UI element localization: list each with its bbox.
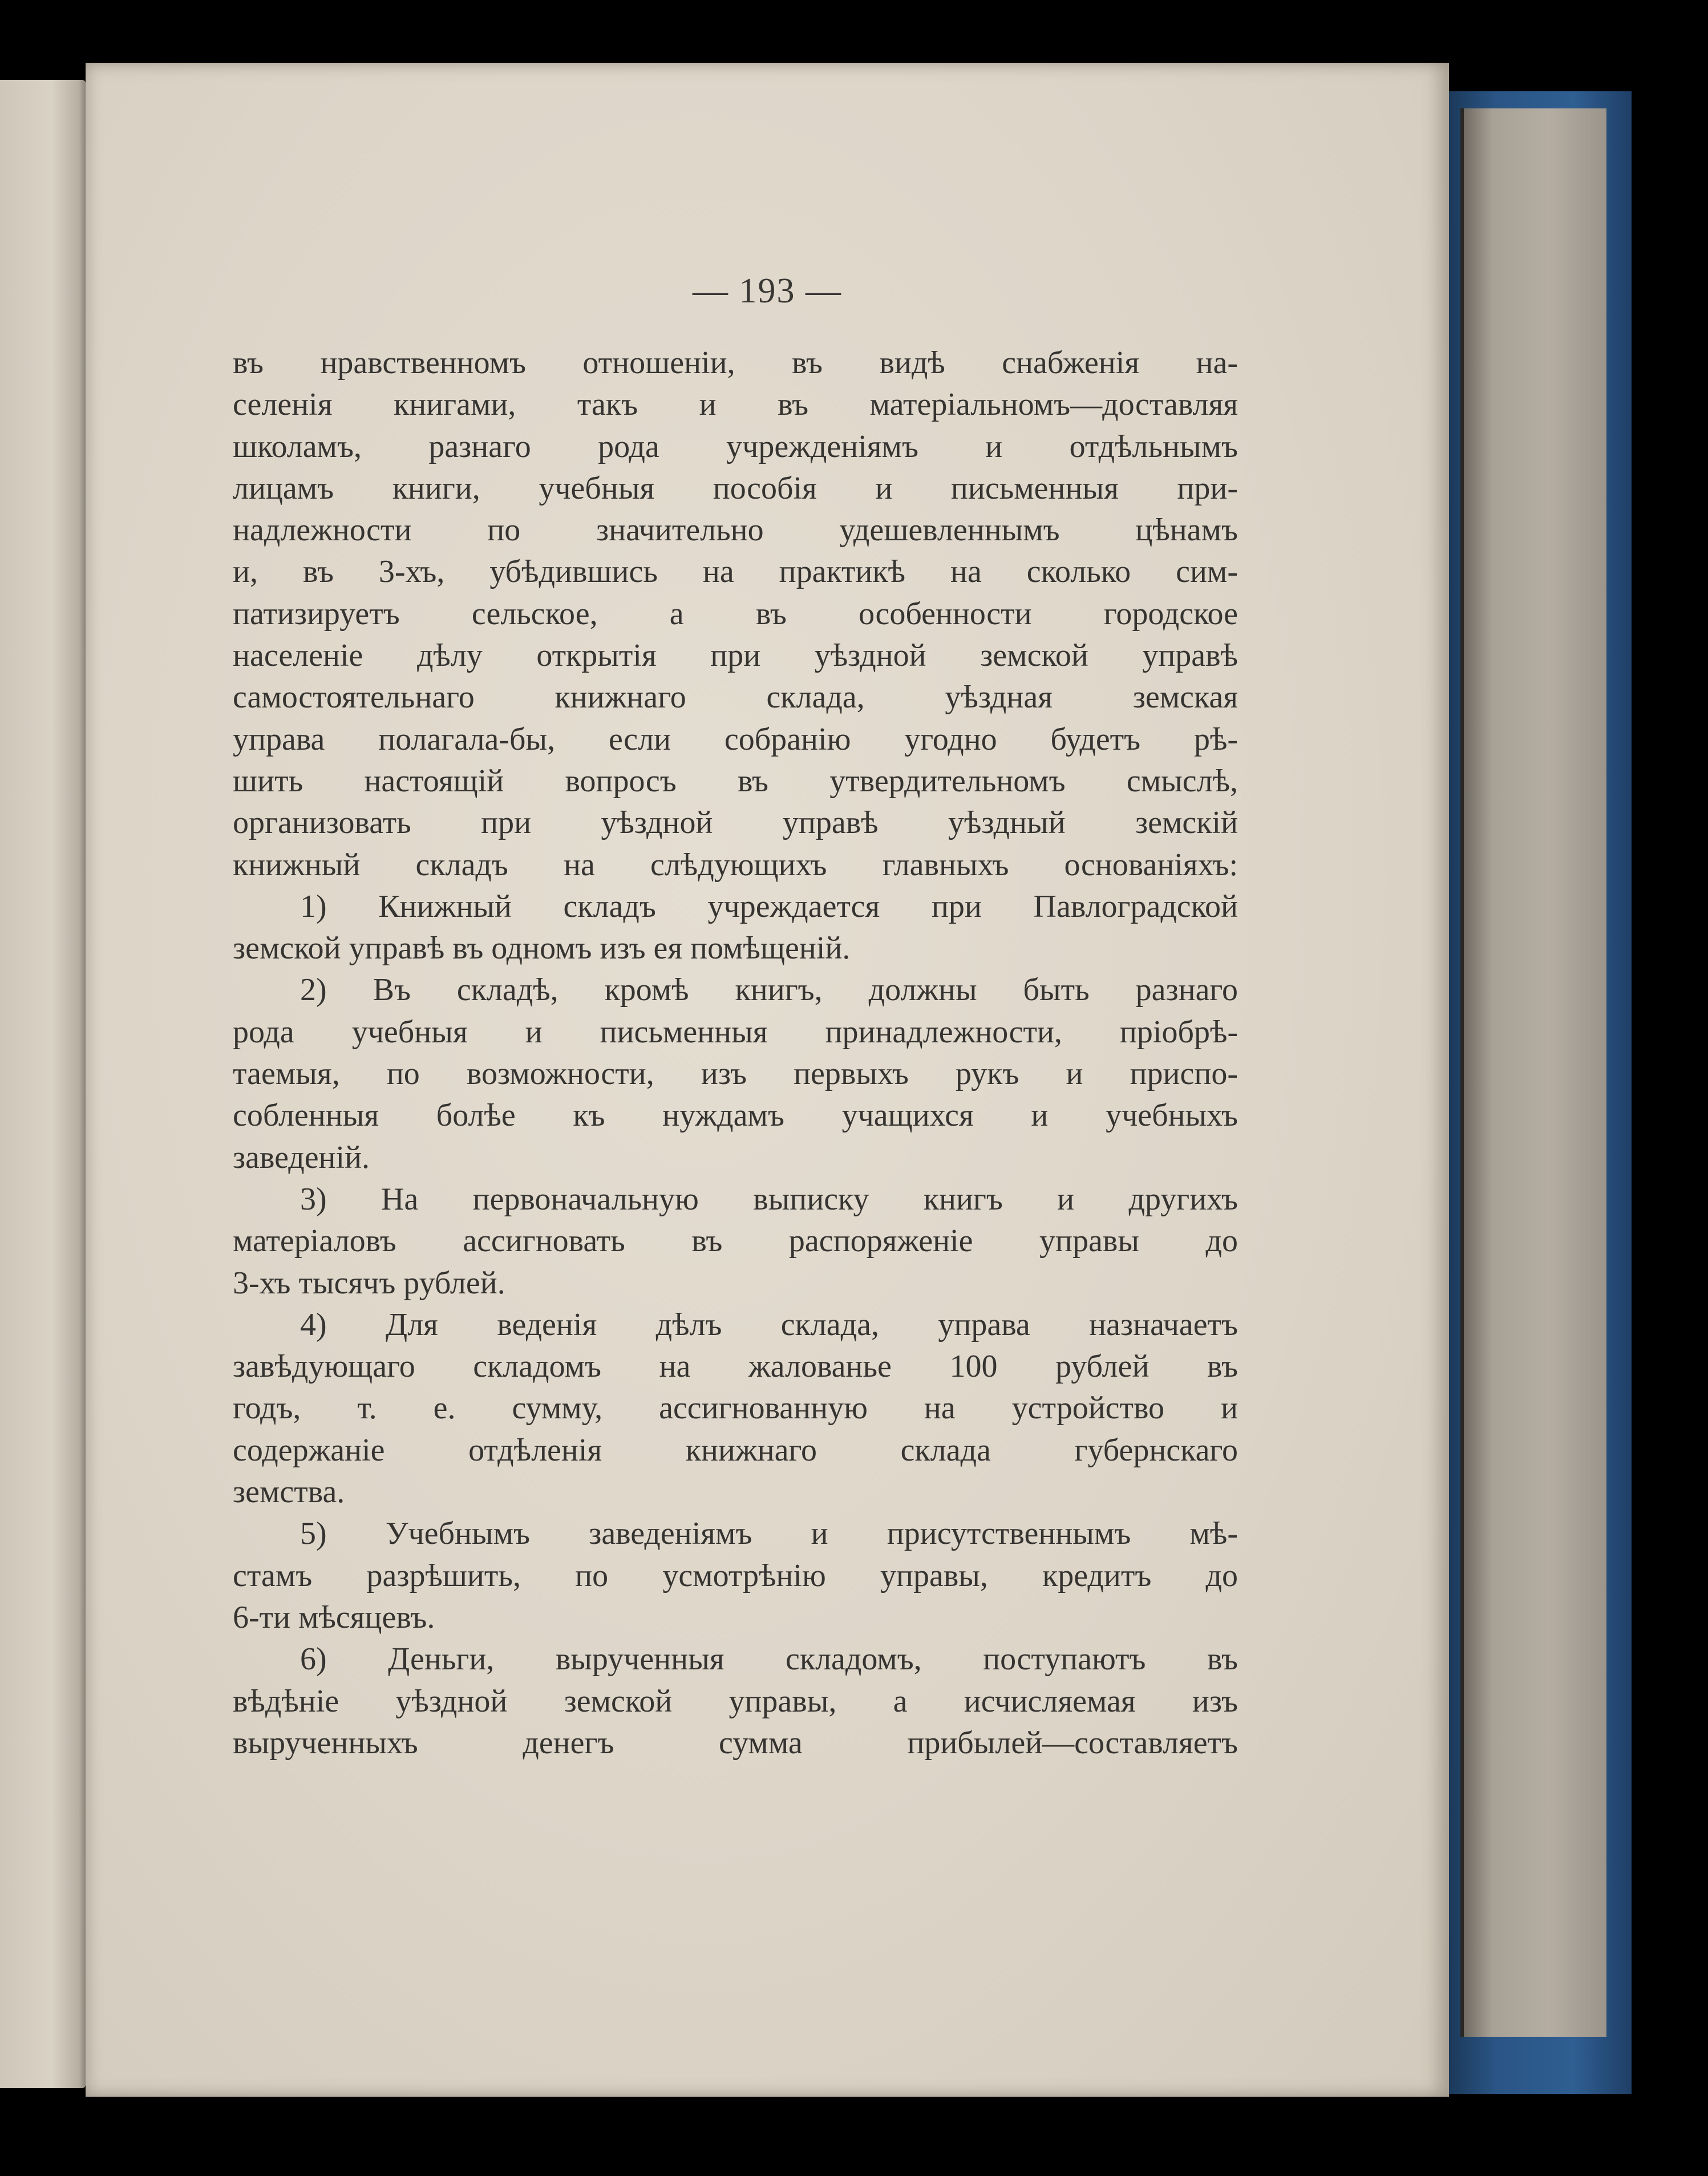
text-line: 3) На первоначальную выписку книгъ и другихъ xyxy=(300,1181,1238,1217)
text-line: шить настоящій вопросъ въ утвердительномъ смыслѣ, xyxy=(233,763,1238,799)
text-line: лицамъ книги, учебныя пособія и письменныя при- xyxy=(233,470,1238,506)
text-line: 1) Книжный складъ учреждается при Павлоградской xyxy=(300,888,1238,924)
book-page xyxy=(86,63,1449,2097)
text-line: селенія книгами, такъ и въ матеріальномъ—доставляя xyxy=(233,387,1238,423)
text-line: школамъ, разнаго рода учрежденіямъ и отдѣльнымъ xyxy=(233,428,1238,464)
text-line: 5) Учебнымъ заведеніямъ и присутственнымъ мѣ- xyxy=(300,1516,1238,1552)
text-line: годъ, т. е. сумму, ассигнованную на устройство и xyxy=(233,1390,1238,1426)
text-line: земства. xyxy=(233,1474,345,1510)
facing-page-edge xyxy=(0,80,86,2088)
page-stack-edge xyxy=(1460,108,1606,2037)
text-line: вырученныхъ денегъ сумма прибылей—составляетъ xyxy=(233,1725,1238,1761)
text-line: матеріаловъ ассигновать въ распоряженіе управы до xyxy=(233,1223,1238,1259)
text-line: стамъ разрѣшить, по усмотрѣнію управы, кредитъ до xyxy=(233,1558,1238,1593)
text-line: 3-хъ тысячъ рублей. xyxy=(233,1265,505,1301)
text-line: самостоятельнаго книжнаго склада, уѣздная земская xyxy=(233,680,1238,715)
text-line: рода учебныя и письменныя принадлежности, пріобрѣ- xyxy=(233,1014,1238,1050)
text-line: 6-ти мѣсяцевъ. xyxy=(233,1599,435,1635)
text-line: организовать при уѣздной управѣ уѣздный земскій xyxy=(233,805,1238,841)
text-line: вѣдѣніе уѣздной земской управы, а исчисляемая изъ xyxy=(233,1683,1238,1719)
text-line: заведеній. xyxy=(233,1139,370,1175)
text-line: книжный складъ на слѣдующихъ главныхъ основаніяхъ: xyxy=(233,847,1238,883)
text-line: населеніе дѣлу открытія при уѣздной земской управѣ xyxy=(233,638,1238,674)
page-number: — 193 — xyxy=(693,272,842,310)
text-line: надлежности по значительно удешевленнымъ цѣнамъ xyxy=(233,512,1238,548)
text-line: таемыя, по возможности, изъ первыхъ рукъ и приспо- xyxy=(233,1056,1238,1092)
text-line: 6) Деньги, вырученныя складомъ, поступаютъ въ xyxy=(300,1641,1238,1677)
body-text xyxy=(233,342,1238,1764)
text-line: въ нравственномъ отношеніи, въ видѣ снабженія на- xyxy=(233,345,1238,381)
text-line: завѣдующаго складомъ на жалованье 100 рублей въ xyxy=(233,1349,1238,1385)
text-line: управа полагала-бы, если собранію угодно будетъ рѣ- xyxy=(233,721,1238,757)
text-line: земской управѣ въ одномъ изъ ея помѣщеній. xyxy=(233,931,851,966)
text-line: 4) Для веденія дѣлъ склада, управа назначаетъ xyxy=(300,1307,1238,1342)
text-line: собленныя болѣе къ нуждамъ учащихся и учебныхъ xyxy=(233,1098,1238,1134)
text-line: содержаніе отдѣленія книжнаго склада губернскаго xyxy=(233,1432,1238,1468)
text-line: 2) Въ складѣ, кромѣ книгъ, должны быть разнаго xyxy=(300,972,1238,1008)
text-line: и, въ 3-хъ, убѣдившись на практикѣ на сколько сим- xyxy=(233,554,1238,590)
text-line: патизируетъ сельское, а въ особенности городское xyxy=(233,596,1238,632)
